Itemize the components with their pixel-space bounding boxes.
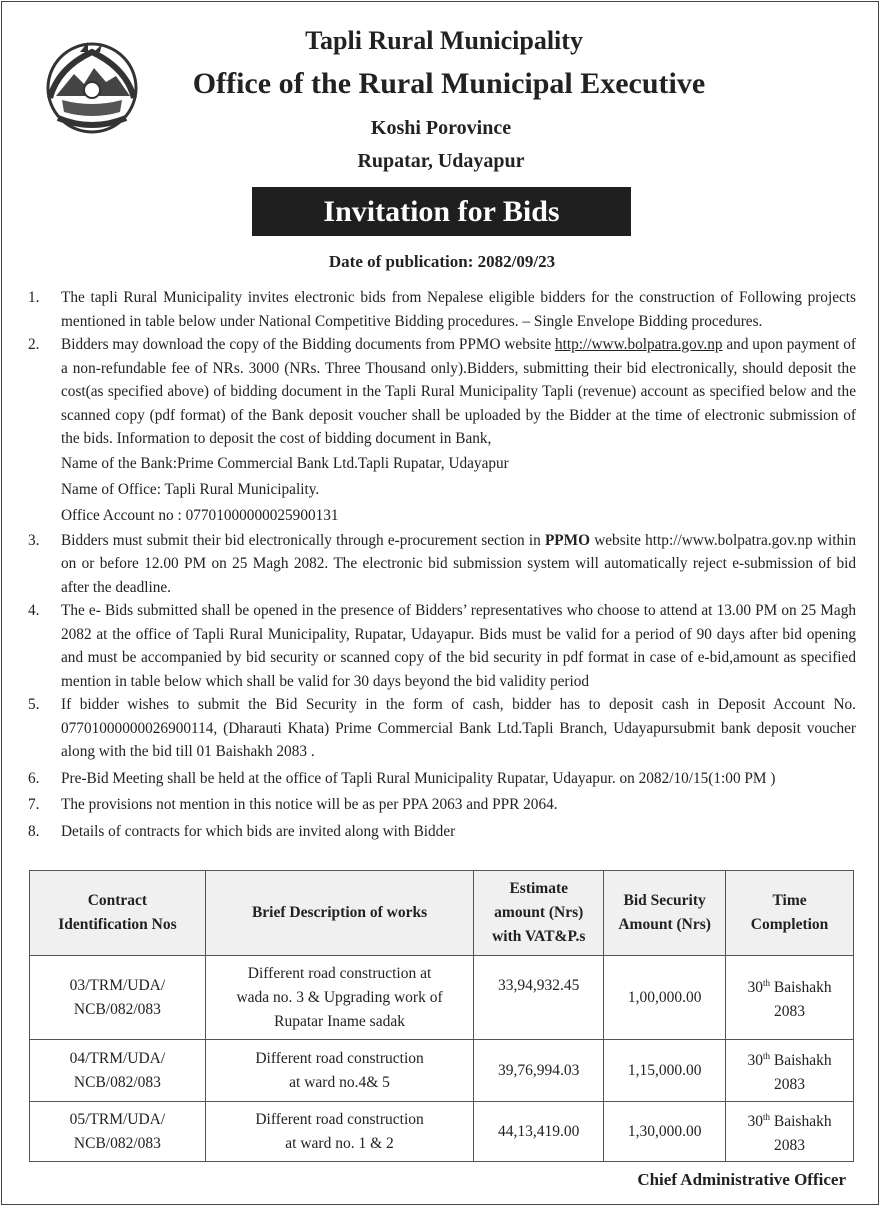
cell-time-completion: 30th Baishakh 2083 (726, 1102, 854, 1162)
item-text: The e- Bids submitted shall be opened in the presence of Bidders’ representatives who choose to attend at 13.00 PM on 25 Magh 2082 at the office of Tapli Rural Municipality, Rupatar, Udayapur. Bids must be valid for a period of 90 days after bid opening and must be accompanied by bid security or scanned copy of the bid security in pdf format in case of e-bid,amount as specified mention in table below which shall be valid for 30 days beyond the bid validity period (61, 602, 856, 690)
cell-estimate: 39,76,994.03 (474, 1040, 604, 1102)
header-bid-security: Bid Security Amount (Nrs) (604, 871, 726, 956)
item-text: Pre-Bid Meeting shall be held at the office of Tapli Rural Municipality Rupatar, Udayapur. on 2082/10/15(1:00 PM ) (61, 769, 776, 787)
office-account: Office Account no : 07701000000025900131 (61, 506, 339, 524)
contracts-table (29, 870, 854, 1162)
notice-item-5 (28, 693, 856, 764)
cell-time-completion: 30th Baishakh 2083 (726, 1040, 854, 1102)
province-name: Koshi Porovince (370, 117, 512, 139)
cell-description: Different road construction at wada no. 3 & Upgrading work of Rupatar Iname sadak (205, 956, 474, 1040)
item-number: 5. (28, 696, 40, 713)
table-header-row (30, 871, 854, 956)
item-text: The tapli Rural Municipality invites electronic bids from Nepalese eligible bidders for the construction of Following projects mentioned in table below under National Competitive Bidding procedures. – Single Envelope Bidding procedures. (61, 289, 856, 330)
item-text: The provisions not mention in this notice will be as per PPA 2063 and PPR 2064. (61, 796, 558, 813)
notice-item-6 (28, 767, 856, 791)
notice-item-4 (28, 599, 856, 693)
notice-item-7 (28, 793, 856, 817)
table-row (30, 956, 854, 1040)
signature-title: Chief Administrative Officer (637, 1170, 846, 1189)
invitation-banner: Invitation for Bids (252, 187, 631, 236)
cell-description: Different road construction at ward no. 1 & 2 (205, 1102, 474, 1162)
item-text (61, 529, 856, 600)
item-text-part: website http://www.bolpatra.gov.np within on or before 12.00 PM on 25 Magh 2082. The electronic bid submission system will automatically reject e-submission of bid after the deadline. (61, 531, 856, 596)
cell-bid-security: 1,00,000.00 (604, 956, 726, 1040)
cell-description: Different road construction at ward no.4& 5 (205, 1040, 474, 1102)
notice-item-2 (28, 333, 856, 529)
item-text: Details of contracts for which bids are invited along with Bidder (61, 822, 456, 840)
notice-item-1 (28, 286, 856, 333)
office-name: Office of the Rural Municipal Executive (192, 67, 706, 100)
header-contract-id: Contract Identification Nos (30, 871, 206, 956)
ppmo-label: PPMO (544, 531, 590, 549)
header-estimate: Estimate amount (Nrs) with VAT&P.s (474, 871, 604, 956)
cell-contract-id: 03/TRM/UDA/ NCB/082/083 (30, 956, 206, 1040)
cell-estimate: 33,94,932.45 (474, 956, 604, 1040)
bank-name: Name of the Bank:Prime Commercial Bank Ltd.Tapli Rupatar, Udayapur (61, 454, 509, 472)
item-text-part: Bidders must submit their bid electronically through e-procurement section in (61, 531, 541, 549)
notice-item-8 (28, 820, 856, 844)
office-name-line: Name of Office: Tapli Rural Municipality. (61, 480, 320, 498)
table-row (30, 1040, 854, 1102)
item-number: 2. (28, 336, 40, 353)
header-description: Brief Description of works (205, 871, 474, 956)
ppmo-website-link[interactable]: http://www.bolpatra.gov.np (554, 336, 723, 353)
location-name: Rupatar, Udayapur (357, 150, 525, 172)
item-text: If bidder wishes to submit the Bid Security in the form of cash, bidder has to deposit cash in Deposit Account No. 07701000000026900114, (Dharauti Khata) Prime Commercial Bank Ltd.Tapli Branch, Udayapursubmit bank deposit voucher along with the bid till 01 Baishakh 2083 . (61, 696, 856, 760)
item-number: 4. (28, 602, 40, 619)
publication-date: Date of publication: 2082/09/23 (328, 252, 556, 271)
cell-contract-id: 05/TRM/UDA/ NCB/082/083 (30, 1102, 206, 1162)
item-number: 8. (28, 822, 40, 840)
item-text (61, 333, 856, 451)
item-number: 6. (28, 769, 40, 787)
header-time-completion: Time Completion (726, 871, 854, 956)
notice-item-3 (28, 529, 856, 600)
cell-bid-security: 1,30,000.00 (604, 1102, 726, 1162)
item-number: 3. (28, 531, 40, 549)
item-text-part: Bidders may download the copy of the Bidding documents from PPMO website (61, 336, 552, 353)
cell-contract-id: 04/TRM/UDA/ NCB/082/083 (30, 1040, 206, 1102)
notice-items (28, 286, 856, 843)
item-text-part: and upon payment of a non-refundable fee of NRs. 3000 (NRs. Three Thousand only).Bidders, submitting their bid electronically, should deposit the cost(as specified above) of bidding document in the Tapli Rural Municipality Tapli (revenue) account as specified below and the scanned copy (pdf format) of the Bank deposit voucher shall be uploaded by the Bidder at the time of electronic submission of the bids. Information to deposit the cost of bidding document in Bank, (61, 336, 857, 447)
cell-bid-security: 1,15,000.00 (604, 1040, 726, 1102)
item-number: 1. (28, 289, 40, 306)
item-number: 7. (28, 796, 40, 813)
table-row (30, 1102, 854, 1162)
municipality-name: Tapli Rural Municipality (305, 26, 583, 55)
cell-estimate: 44,13,419.00 (474, 1102, 604, 1162)
cell-time-completion: 30th Baishakh 2083 (726, 956, 854, 1040)
